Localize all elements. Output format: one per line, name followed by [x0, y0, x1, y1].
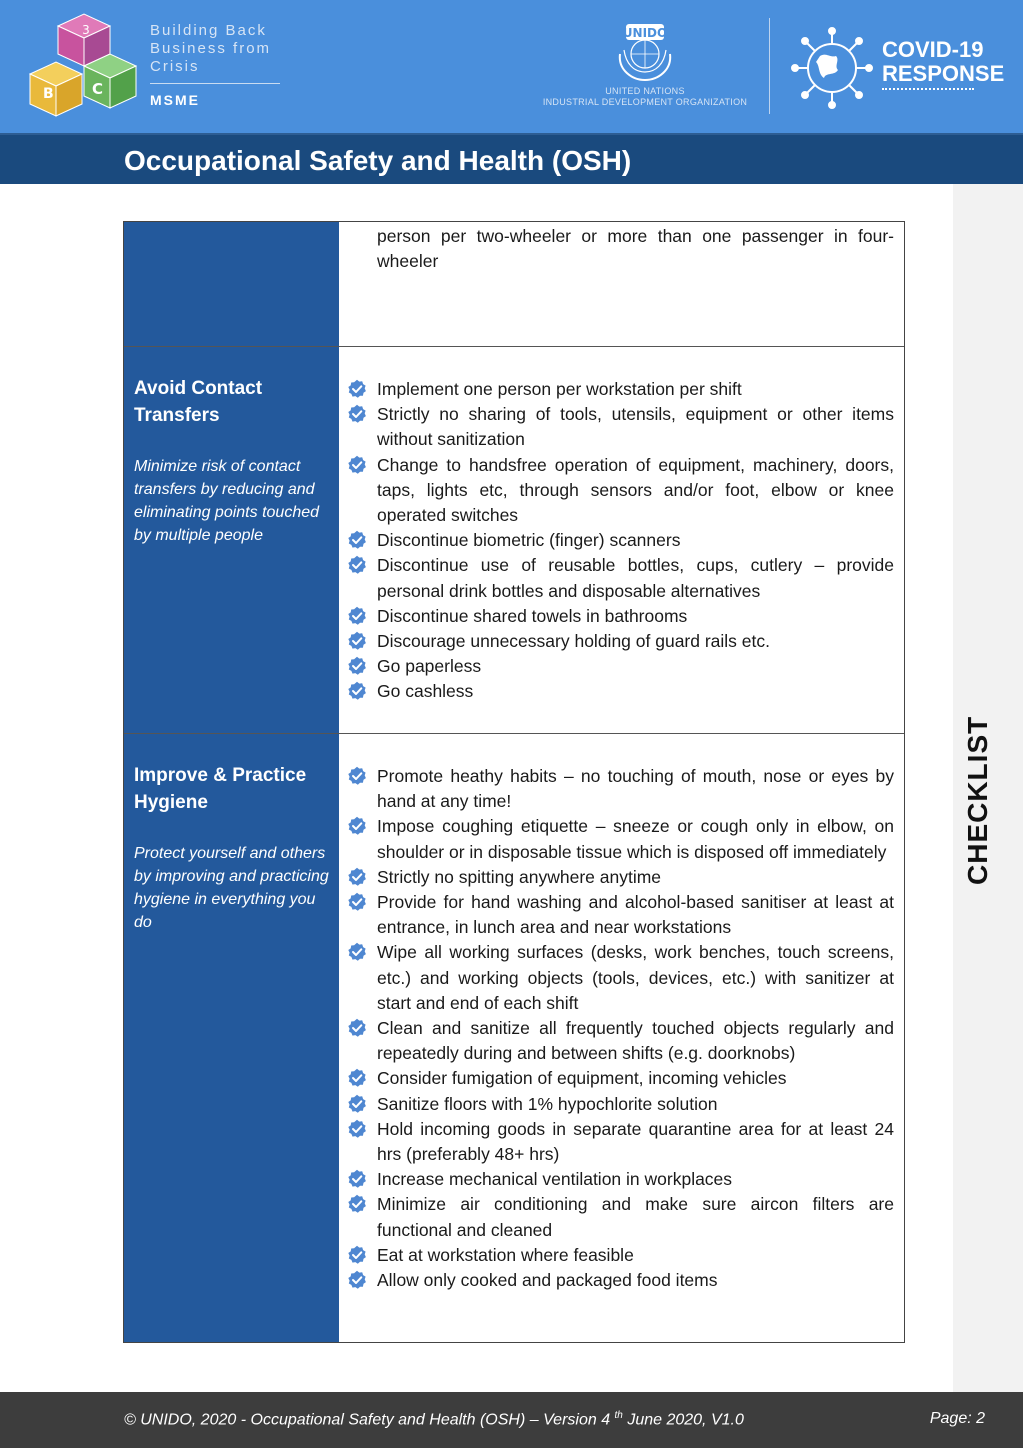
checklist-item [347, 890, 894, 940]
checklist-items [347, 377, 894, 705]
checklist-item [347, 402, 894, 452]
footer-copyright: © UNIDO, 2020 - Occupational Safety and Health (OSH) – Version 4 $^{th}$ June 2020, V1.0 [124, 1410, 744, 1429]
checklist-item [347, 453, 894, 529]
checklist-item-text: Change to handsfree operation of equipment, machinery, doors, taps, lights etc, through sensors and/or foot, elbow or knee operated switches [377, 454, 894, 526]
bbc-divider [150, 83, 280, 84]
checklist-item-text: Clean and sanitize all frequently touched objects regularly and repeatedly during and between shifts (e.g. doorknobs) [377, 1018, 894, 1064]
checklist-item [347, 629, 894, 654]
checklist-item-text: Promote heathy habits – no touching of mouth, nose or eyes by hand at any time! [377, 766, 894, 812]
table-row-continued [124, 222, 904, 346]
checklist-item [347, 528, 894, 553]
checklist-item-text: Consider fumigation of equipment, incoming vehicles [377, 1068, 787, 1089]
checklist-item-text: Allow only cooked and packaged food items [377, 1270, 718, 1291]
msme-label: MSME [150, 92, 200, 108]
checklist-item-text: Increase mechanical ventilation in workplaces [377, 1169, 733, 1190]
checklist-item-text: Minimize air conditioning and make sure aircon filters are functional and cleaned [377, 1194, 894, 1240]
verified-check-icon [347, 404, 367, 424]
title-bar [0, 133, 1023, 184]
bbc-cube-logo-icon [26, 12, 140, 124]
checklist-item [347, 1066, 894, 1091]
verified-check-icon [347, 1245, 367, 1265]
verified-check-icon [347, 1068, 367, 1088]
section-description: Protect yourself and others by improving and practicing hygiene in everything you do [134, 845, 329, 931]
checklist-item [347, 1117, 894, 1167]
checklist-label: CHECKLIST [962, 715, 993, 885]
checklist-item-text: Go cashless [377, 681, 474, 702]
verified-check-icon [347, 1194, 367, 1214]
row-category-cell [124, 222, 339, 346]
checklist-item-text: Provide for hand washing and alcohol-based sanitiser at least at entrance, in lunch area and near workstations [377, 892, 894, 938]
checklist-item-text: Wipe all working surfaces (desks, work benches, touch screens, etc.) and working objects (tools, devices, etc.) with sanitizer at start and end of each shift [377, 942, 894, 1013]
verified-check-icon [347, 766, 367, 786]
verified-check-icon [347, 379, 367, 399]
page-title: Occupational Safety and Health (OSH) [124, 145, 632, 176]
continued-text: person per two-wheeler or more than one passenger in four-wheeler [377, 226, 894, 272]
checklist-item [347, 1243, 894, 1268]
verified-check-icon [347, 867, 367, 887]
checklist-item [347, 764, 894, 814]
verified-check-icon [347, 455, 367, 475]
checklist-item-text: Impose coughing etiquette – sneeze or cough only in elbow, on shoulder or in disposable tissue which is disposed off immediately [377, 816, 894, 862]
checklist-item [347, 654, 894, 679]
checklist-item-text: Strictly no spitting anywhere anytime [377, 866, 662, 887]
row-category-cell [124, 734, 339, 1342]
header-divider [769, 18, 770, 114]
verified-check-icon [347, 631, 367, 651]
section-description: Minimize risk of contact transfers by reducing and eliminating points touched by multiple people [134, 458, 320, 544]
page-number: Page: 2 [929, 1410, 985, 1427]
checklist-item-text: Eat at workstation where feasible [377, 1244, 634, 1265]
row-items-cell [339, 734, 904, 1342]
svg-text:C: C [92, 80, 104, 98]
checklist-item-text: Go paperless [377, 656, 482, 677]
verified-check-icon [347, 530, 367, 550]
verified-check-icon [347, 816, 367, 836]
virus-globe-icon [790, 26, 874, 110]
verified-check-icon [347, 1270, 367, 1290]
checklist-item [347, 1268, 894, 1293]
bbc-tagline: Building Back Business from Crisis [150, 22, 272, 75]
checklist-item-text: Strictly no sharing of tools, utensils, equipment or other items without sanitization [377, 404, 894, 450]
checklist-item-text: Discourage unnecessary holding of guard rails etc. [377, 631, 770, 652]
checklist-item [347, 1016, 894, 1066]
table-row-hygiene [124, 733, 904, 1342]
row-category-cell [124, 347, 339, 733]
checklist-item [347, 814, 894, 864]
checklist-items [347, 764, 894, 1293]
checklist-item [347, 1192, 894, 1242]
verified-check-icon [347, 1094, 367, 1114]
verified-check-icon [347, 942, 367, 962]
checklist-item-text: Implement one person per workstation per shift [377, 379, 742, 399]
checklist-item [347, 604, 894, 629]
checklist-item [347, 1092, 894, 1117]
verified-check-icon [347, 1018, 367, 1038]
checklist-item [347, 865, 894, 890]
checklist-item-text: Sanitize floors with 1% hypochlorite solution [377, 1093, 718, 1114]
checklist-item-text: Discontinue use of reusable bottles, cups, cutlery – provide personal drink bottles and disposable alternatives [377, 555, 894, 601]
row-items-cell [339, 222, 904, 346]
checklist-item-text: Discontinue shared towels in bathrooms [377, 605, 688, 626]
verified-check-icon [347, 892, 367, 912]
table-row-avoid-contact [124, 346, 904, 733]
row-items-cell [339, 347, 904, 733]
verified-check-icon [347, 606, 367, 626]
covid-response-label: COVID-19 RESPONSE [882, 37, 1005, 86]
checklist-table [123, 221, 905, 1343]
checklist-item [347, 1167, 894, 1192]
verified-check-icon [347, 555, 367, 575]
page-header [0, 0, 1023, 133]
svg-text:B: B [43, 86, 54, 102]
covid-dotted-rule [882, 88, 974, 90]
verified-check-icon [347, 1119, 367, 1139]
page-footer [0, 1392, 1023, 1448]
checklist-item-text: Discontinue biometric (finger) scanners [377, 530, 681, 551]
verified-check-icon [347, 656, 367, 676]
section-title: Improve & Practice Hygiene [134, 765, 307, 813]
checklist-item-text: Hold incoming goods in separate quarantine area for at least 24 hrs (preferably 48+ hrs) [377, 1118, 894, 1165]
section-title: Avoid Contact Transfers [134, 378, 263, 426]
checklist-item [347, 679, 894, 704]
svg-text:3: 3 [82, 23, 90, 37]
checklist-item [347, 377, 894, 402]
unido-emblem-label: UNIDO [622, 26, 668, 40]
unido-subtitle: UNITED NATIONS INDUSTRIAL DEVELOPMENT ORGANIZATION [542, 86, 748, 107]
unido-emblem-icon [612, 20, 678, 84]
checklist-item [347, 940, 894, 1016]
verified-check-icon [347, 1169, 367, 1189]
checklist-item [347, 553, 894, 603]
verified-check-icon [347, 681, 367, 701]
